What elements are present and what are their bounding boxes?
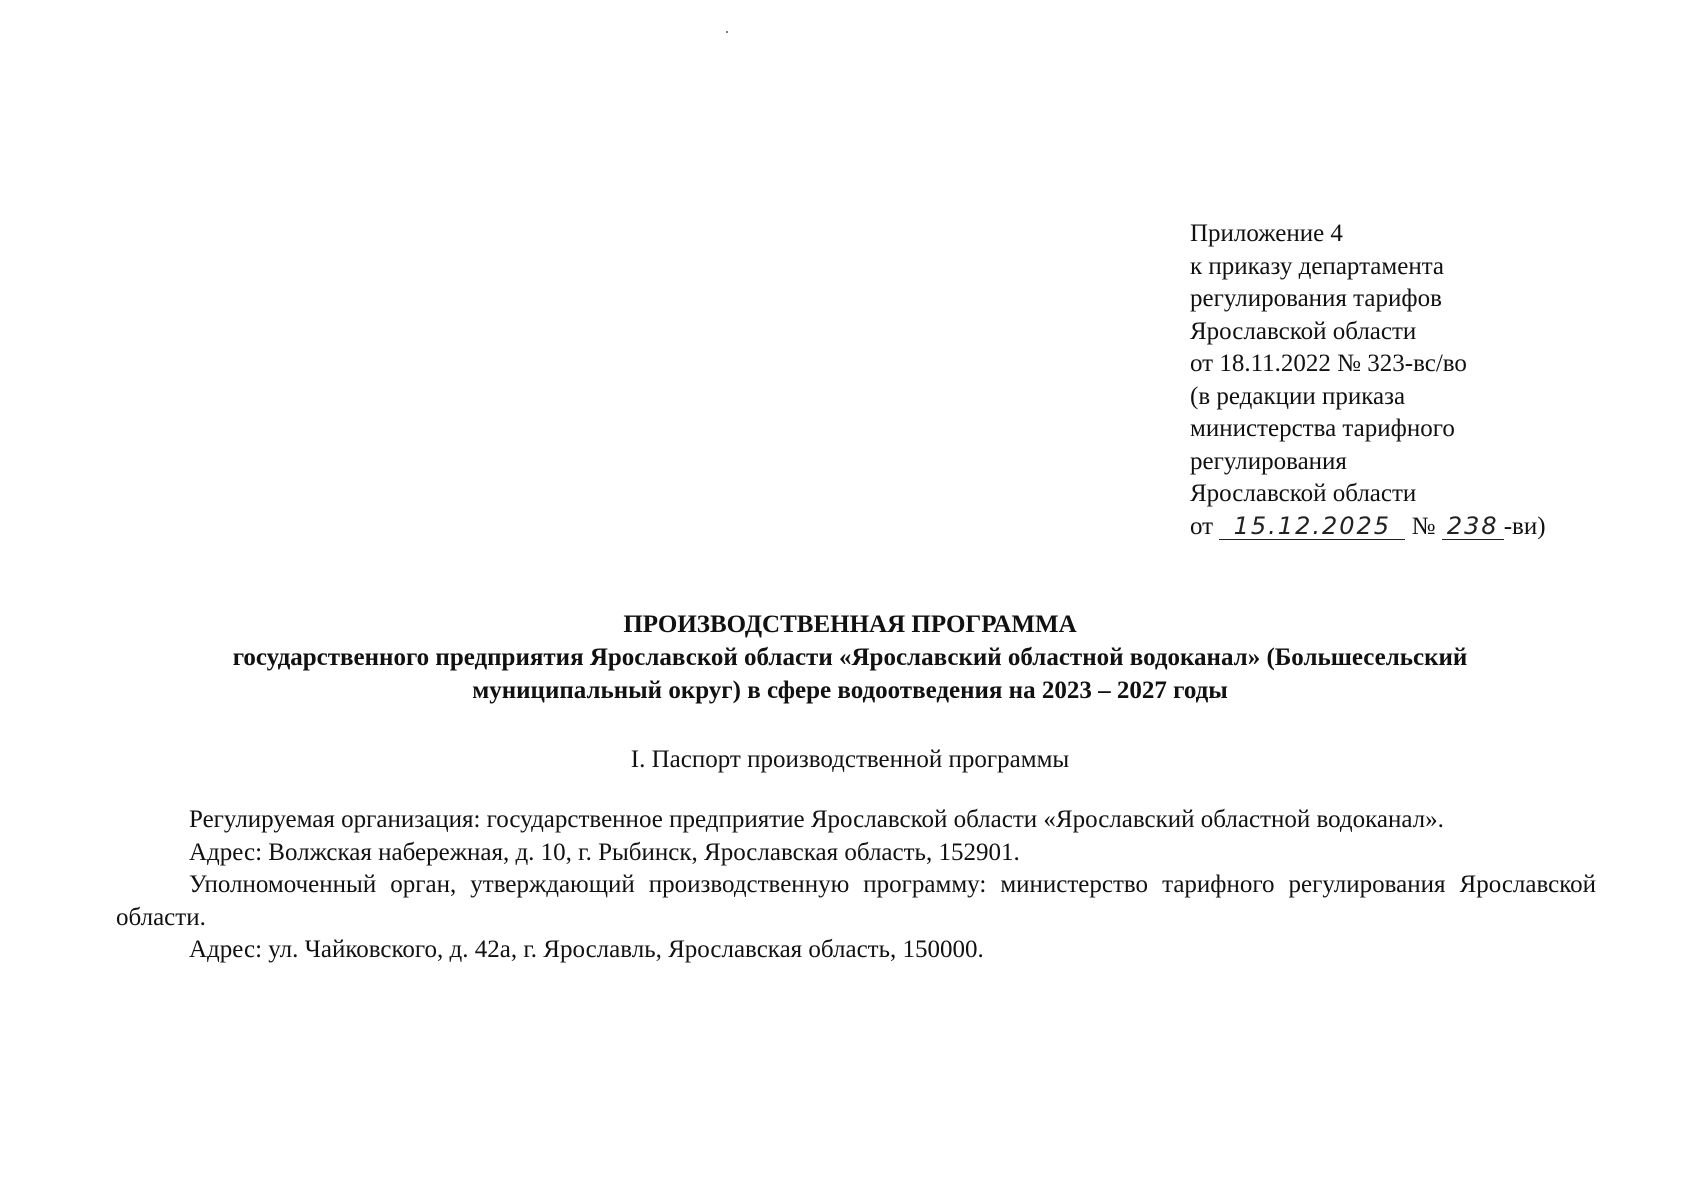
annex-amendment-line [1190, 511, 1610, 544]
document-title [110, 608, 1590, 707]
annex-line: регулирования тарифов [1190, 285, 1442, 312]
annex-line: министерства тарифного [1190, 415, 1455, 442]
number-sign: № [1411, 512, 1436, 540]
section-heading: I. Паспорт производственной программы [630, 746, 1070, 773]
annex-block [1190, 218, 1610, 543]
title-main: ПРОИЗВОДСТВЕННАЯ ПРОГРАММА [623, 611, 1077, 638]
annex-line: Приложение 4 [1190, 220, 1343, 247]
scan-speck [726, 31, 728, 33]
annex-line: к приказу департамента [1190, 252, 1445, 280]
annex-from-prefix: от [1190, 512, 1214, 540]
paragraph-regulated-org: Регулируемая организация: государственное предприятие Ярославской области «Ярославский областной водоканал». [189, 806, 1444, 833]
title-line-2: государственного предприятия Ярославской области «Ярославский областной водоканал» (Большесельский [232, 644, 1468, 671]
paragraph-authority: Уполномоченный орган, утверждающий производственную программу: министерство тарифного регулирования Ярославской области. [116, 871, 1596, 931]
handwritten-number: 238 [1442, 513, 1504, 540]
paragraph-authority-address: Адрес: ул. Чайковского, д. 42а, г. Ярославль, Ярославская область, 150000. [189, 936, 984, 963]
title-line-3: муниципальный округ) в сфере водоотведения на 2023 – 2027 годы [472, 677, 1228, 704]
annex-line: от 18.11.2022 № 323-вс/во [1190, 350, 1467, 377]
annex-line: регулирования [1190, 447, 1347, 475]
annex-line: Ярославской области [1190, 480, 1417, 507]
passport-body [116, 804, 1596, 967]
annex-line: (в редакции приказа [1190, 382, 1406, 410]
paragraph-org-address: Адрес: Волжская набережная, д. 10, г. Рыбинск, Ярославская область, 152901. [189, 838, 1020, 866]
handwritten-date: 15.12.2025 [1219, 513, 1405, 540]
annex-suffix: -ви) [1503, 512, 1546, 540]
annex-line: Ярославской области [1190, 317, 1417, 345]
